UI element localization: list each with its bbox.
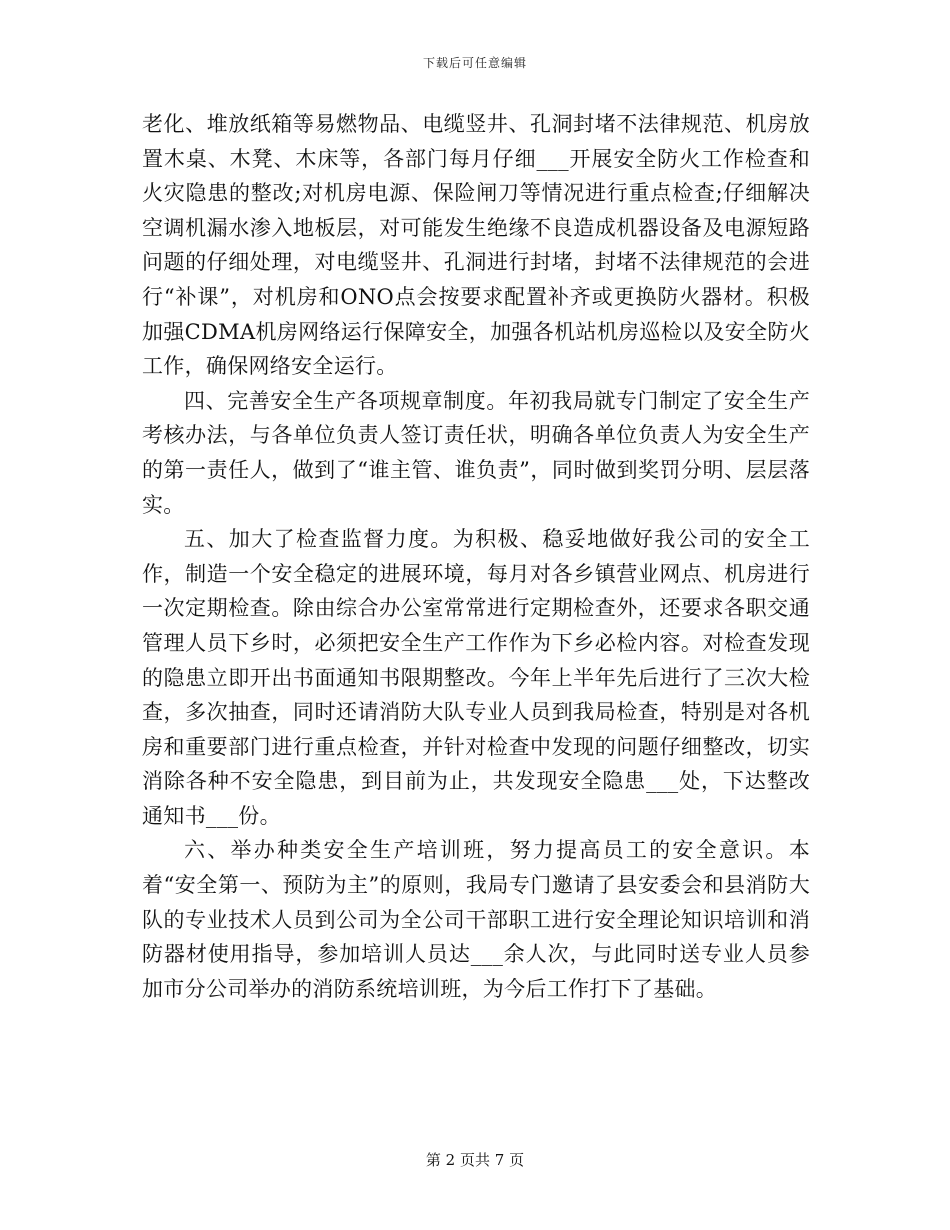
- page-header: 下载后可任意编辑: [422, 56, 527, 70]
- paragraph-continued: 老化、堆放纸箱等易燃物品、电缆竖井、孔洞封堵不法律规范、机房放置木桌、木凳、木床等，各部门每月仔细___开展安全防火工作检查和火灾隐患的整改;对机房电源、保险闸刀等情况进行重点检查;仔细解决空调机漏水渗入地板层，对可能发生绝缘不良造成机器设备及电源短路问题的仔细处理，对电缆竖井、孔洞进行封堵，封堵不法律规范的会进行“补课”，对机房和ONO点会按要求配置补齐或更换防火器材。积极加强CDMA机房网络运行保障安全，加强各机站机房巡检以及安全防火工作，确保网络安全运行。: [142, 112, 810, 379]
- document-body: [142, 107, 810, 1006]
- page-footer: 第 2 页共 7 页: [425, 1151, 525, 1169]
- paragraph-section-6: 六、举办种类安全生产培训班，努力提高员工的安全意识。本着“安全第一、预防为主”的原则，我局专门邀请了县安委会和县消防大队的专业技术人员到公司为全公司干部职工进行安全理论知识培训和消防器材使用指导，参加培训人员达___余人次，与此同时送专业人员参加市分公司举办的消防系统培训班，为今后工作打下了基础。: [142, 838, 810, 1001]
- paragraph-section-5: 五、加大了检查监督力度。为积极、稳妥地做好我公司的安全工作，制造一个安全稳定的进展环境，每月对各乡镇营业网点、机房进行一次定期检查。除由综合办公室常常进行定期检查外，还要求各职交通管理人员下乡时，必须把安全生产工作作为下乡必检内容。对检查发现的隐患立即开出书面通知书限期整改。今年上半年先后进行了三次大检查，多次抽查，同时还请消防大队专业人员到我局检查，特别是对各机房和重要部门进行重点检查，并针对检查中发现的问题仔细整改，切实消除各种不安全隐患，到目前为止，共发现安全隐患___处，下达整改通知书___份。: [142, 527, 810, 828]
- paragraph-section-4: 四、完善安全生产各项规章制度。年初我局就专门制定了安全生产考核办法，与各单位负责人签订责任状，明确各单位负责人为安全生产的第一责任人，做到了“谁主管、谁负责”，同时做到奖罚分明、层层落实。: [142, 388, 810, 517]
